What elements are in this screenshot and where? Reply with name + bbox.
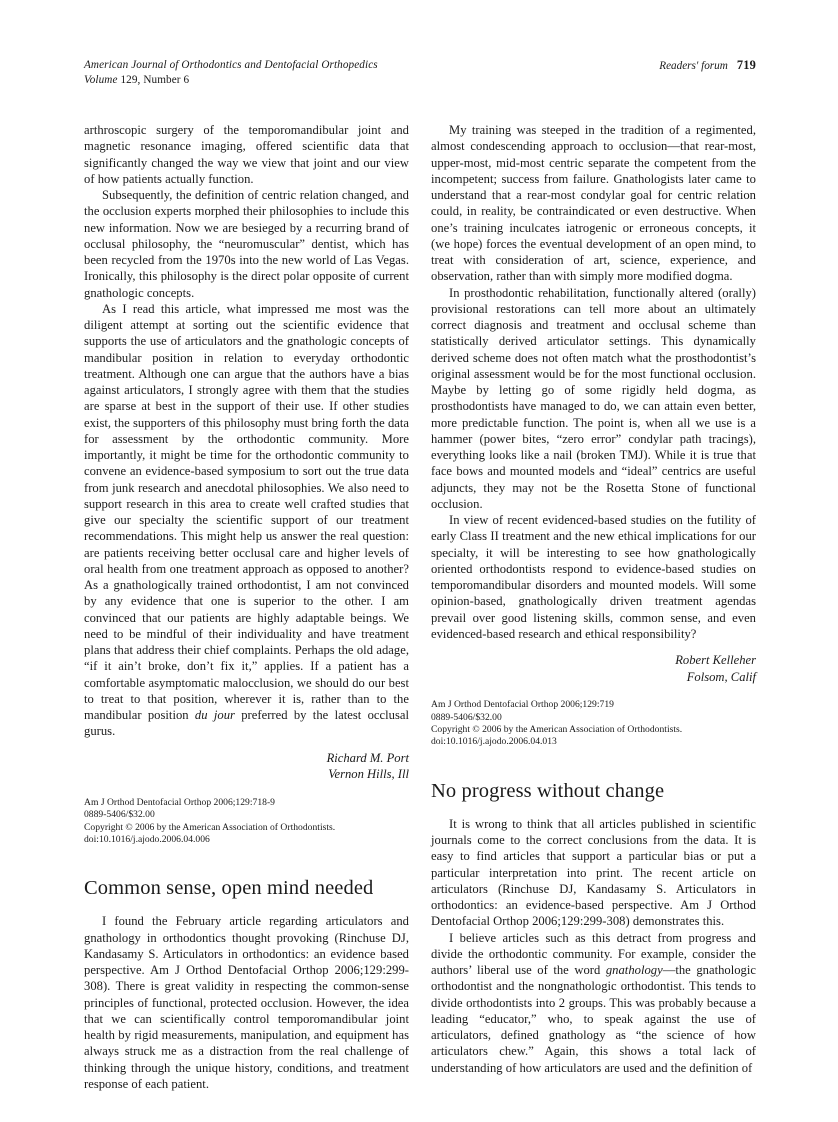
paragraph-text: I believe articles such as this detract from progress and divide the orthodontic community. For example, consider the authors’ liberal use of the word [431, 930, 756, 978]
running-head-right [659, 58, 756, 74]
journal-title: American Journal of Orthodontics and Dentofacial Orthopedics [84, 59, 378, 71]
citation-reference: Am J Orthod Dentofacial Orthop 2006;129:718-9 [84, 796, 275, 808]
author-signature [431, 652, 756, 685]
volume-line [84, 73, 378, 88]
citation-copyright: Copyright © 2006 by the American Association of Orthodontists. [431, 724, 683, 735]
right-column [431, 122, 756, 1092]
citation-block [84, 797, 409, 847]
citation-issn: 0889-5406/$32.00 [431, 711, 502, 723]
paragraph: arthroscopic surgery of the temporomandibular joint and magnetic resonance imaging, offered scientific data that significantly changed the way we view that joint and our view of how patients actually function. [84, 123, 409, 186]
emphasized-term: gnathology [605, 963, 663, 978]
body-columns [84, 122, 756, 1092]
author-name: Robert Kelleher [675, 653, 756, 667]
paragraph: It is wrong to think that all articles published in scientific journals come to the correct conclusions from the data. It is easy to find articles that support a particular bias or put a particular interpretation into print. The recent article on articulators (Rinchuse DJ, Kandasamy S. Articulators in orthodontics: an evidence-based perspective. Am J Orthod Dentofacial Orthop 2006;129:299-308) demonstrates this. [431, 816, 756, 929]
paragraph: Subsequently, the definition of centric relation changed, and the occlusion experts morphed their philosophies to include this new information. Now we are besieged by a recurring brand of occlusal philosophy, the “neuromuscular” dentist, which has been recycled from the 1970s into the new world of Las Vegas. Ironically, this philosophy is the direct polar opposite of current gnathologic concepts. [84, 188, 409, 300]
left-column [84, 122, 409, 1092]
volume-label: Volume [84, 73, 118, 86]
article-title: No progress without change [431, 779, 665, 802]
latin-phrase: du jour [194, 708, 235, 722]
author-name: Richard M. Port [326, 750, 409, 765]
paragraph: My training was steeped in the tradition of a regimented, almost condescending approach to occlusion—that rear-most, upper-most, mid-most centric separate the competent from the incompetent; success from failure. Gnathologists later came to understand that a rear-most condylar goal for centric relation could, in reality, be contraindicated or even destructive. When one’s training inculcates iatrogenic or erroneous concepts, it (we hope) forces the eventual development of an open mind, to treat with consideration of art, science, experience, and observation, rather than with simply more modified dogma. [431, 123, 756, 284]
paragraph-text: As I read this article, what impressed me most was the diligent attempt at sorting out the scientific evidence that supports the use of articulators and the gnathologic concepts of mandibular position in relation to everyday orthodontic treatment. Although one can argue that the authors have a bias against articulators, I strongly agree with them that the studies are sparse at best in the support of their use. If other studies exist, the supporters of this philosophy must bring forth the data for assessment by the orthodontic community. More importantly, it might be time for the orthodontic community to convene an evidence-based symposium to sort out the true data from junk research and anecdotal philosophies. We also need to support research in this area to create well crafted studies that give our specialty the scientific support of our treatment recommendations. This might help us answer the real question: are patients receiving better occlusal care and higher levels of oral health from one treatment approach as opposed to another? As a gnathologically trained orthodontist, I am not convinced by any evidence that one is superior to the other. I am convinced that our patients are highly adaptable beings. We need to be mindful of their individuality and have treatment plans that address their chief complaints. Perhaps the old adage, “if it ain’t broke, don’t fix it,” applies. If a patient has a comfortable asymptomatic malocclusion, we should do our best to treat to that position, wherever it is, rather than to the mandibular position [84, 301, 409, 722]
citation-doi: doi:10.1016/j.ajodo.2006.04.006 [84, 833, 210, 845]
paragraph [84, 301, 409, 740]
author-location: Folsom, Calif [686, 669, 756, 684]
citation-doi: doi:10.1016/j.ajodo.2006.04.013 [431, 736, 557, 748]
author-signature [84, 750, 409, 783]
volume-value: 129, Number 6 [120, 73, 190, 86]
paragraph: I found the February article regarding articulators and gnathology in orthodontics thought provoking (Rinchuse DJ, Kandasamy S. Articulators in orthodontics: an evidence based perspective. Am J Orthod Dentofacial Orthop 2006;129:299-308). There is great validity in respecting the common-sense principles of functional, protected occlusion. However, the idea that we can scientifically control temporomandibular joint health by rigid measurements, manipulation, and equipment has always struck me as a distraction from the real challenge of thinking through the unique history, conditions, and treatment response of each patient. [84, 914, 409, 1091]
paragraph: In view of recent evidenced-based studies on the futility of early Class II treatment and the new ethical implications for our specialty, it will be interesting to see how gnathologically oriented orthodontists respond to evidence-based studies on temporomandibular disorders and mounted models. Will some opinion-based, gnathologically driven treatment agendas prevail over good listening skills, common sense, and even evidenced-based research and ethical responsibility? [431, 513, 756, 641]
citation-copyright: Copyright © 2006 by the American Association of Orthodontists. [84, 821, 336, 833]
running-head [84, 58, 756, 87]
paragraph [431, 930, 756, 1076]
article-title: Common sense, open mind needed [84, 877, 374, 900]
citation-reference: Am J Orthod Dentofacial Orthop 2006;129:719 [431, 699, 614, 711]
running-head-left [84, 58, 378, 87]
page-number: 719 [736, 58, 756, 72]
citation-block [431, 699, 756, 749]
section-title: Readers' forum [659, 60, 728, 72]
paragraph-tail: preferred by the latest occlusal gurus. [84, 708, 409, 739]
citation-issn: 0889-5406/$32.00 [84, 809, 155, 821]
author-location: Vernon Hills, Ill [328, 767, 409, 782]
paragraph-tail: —the gnathologic orthodontist and the nongnathologic orthodontist. This tends to divide orthodontists into 2 groups. This was probably because a leading “educator,” who, to speak against the use of articulators, defined gnathology as “the science of how articulators chew.” Again, this shows a total lack of understanding of how articulators are used and the definition of [431, 963, 756, 1075]
paragraph: In prosthodontic rehabilitation, functionally altered (orally) provisional restorations can tell more about an ultimately correct diagnosis and treatment and occlusal scheme than statistically derived articulator settings. This dynamically derived scheme does not often match what the prosthodontist’s original assessment would be for the most functional occlusion. Maybe by letting go of some rigidly held dogma, as prosthodontists have managed to do, we can attain even better, more predictable function. The point is, when all we use is a hammer (power bites, “zero error” condylar path tracings), everything looks like a nail (broken TMJ). While it is true that face bows and mounted models and “ideal” centrics are useful adjuncts, they may not be the Rosetta Stone of functional occlusion. [431, 285, 756, 511]
